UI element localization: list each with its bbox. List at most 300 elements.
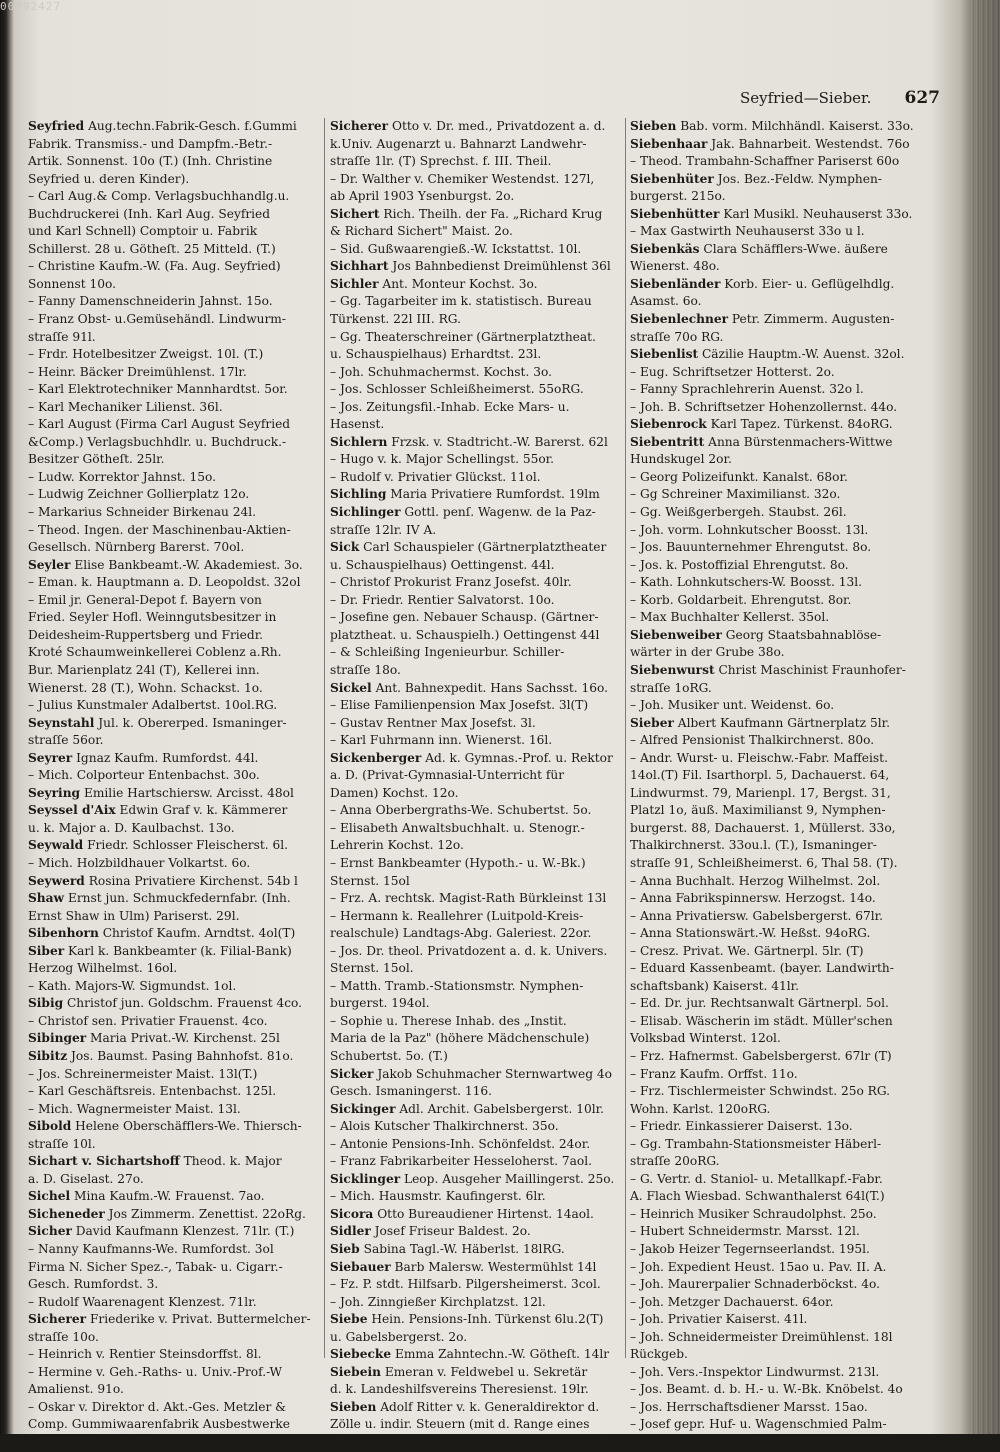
entry-text: Karl k. Bankbeamter (k. Filial-Bank) [68, 943, 292, 958]
entry-text: Jos. Baumst. Pasing Bahnhofst. 81o. [71, 1048, 294, 1063]
entry-text: – Jos. Bauunternehmer Ehrengutst. 8o. [630, 540, 872, 555]
entry-text: Gesch. Ismaningerst. 116. [330, 1084, 492, 1099]
directory-line [630, 680, 922, 698]
directory-line [630, 785, 922, 803]
directory-line [28, 1206, 320, 1224]
surname-heading: Sibenhorn [28, 926, 99, 941]
directory-line [330, 1381, 622, 1399]
entry-text: Wienerst. 28 (T.), Wohn. Schackst. 1o. [28, 680, 263, 695]
directory-line [630, 1311, 922, 1329]
entry-text: & Richard Sichert" Maist. 2o. [330, 224, 513, 239]
surname-heading: Sibitz [28, 1048, 68, 1063]
entry-text: k. Ministerialdirektors) Klenzest. 42l. [330, 1435, 562, 1450]
entry-text: – Eman. k. Hauptmann a. D. Leopoldst. 32ol [28, 575, 301, 590]
surname-heading: Siebenhütter [630, 206, 720, 221]
directory-line [630, 1171, 922, 1189]
surname-heading: Sichart v. Sichartshoff [28, 1154, 180, 1169]
directory-line [330, 960, 622, 978]
directory-line [330, 680, 622, 698]
entry-text: Petr. Zimmerm. Augusten- [731, 312, 895, 327]
entry-text: Frzsk. v. Stadtricht.-W. Barerst. 62l [391, 434, 608, 449]
entry-text: – Christof sen. Privatier Frauenst. 4co. [28, 1013, 268, 1028]
entry-text: Hundskugel 2or. [630, 452, 732, 467]
directory-line [330, 697, 622, 715]
entry-text: straſſe 70o RG. [630, 329, 724, 344]
column-rule-1 [324, 118, 325, 1358]
entry-text: – Dr. Walther v. Chemiker Westendst. 127l, [330, 171, 595, 186]
directory-line [330, 1434, 622, 1452]
directory-line [630, 1223, 922, 1241]
entry-text: u. k. Major a. D. Kaulbachst. 13o. [28, 820, 235, 835]
directory-line [28, 1416, 320, 1434]
entry-text: – Gg. Trambahn-Stationsmeister Häberl- [630, 1136, 882, 1151]
surname-heading: Sibold [28, 1119, 72, 1134]
entry-text: Josef Friseur Baldest. 2o. [374, 1224, 531, 1239]
directory-line [630, 1329, 922, 1347]
entry-text: ab April 1903 Ysenburgst. 2o. [330, 189, 515, 204]
entry-text: Wohn. Karlst. 120oRG. [630, 1101, 771, 1116]
directory-line [28, 206, 320, 224]
directory-line [28, 1329, 320, 1347]
entry-text: Emeran v. Feldwebel u. Sekretär [384, 1364, 588, 1379]
directory-line [330, 539, 622, 557]
directory-line [330, 943, 622, 961]
directory-line [630, 557, 922, 575]
entry-text: realschule) Landtags-Abg. Galeriest. 22or. [330, 926, 592, 941]
directory-line [28, 1188, 320, 1206]
directory-line [630, 136, 922, 154]
directory-line [630, 241, 922, 259]
entry-text: – Ed. Dr. jur. Rechtsanwalt Gärtnerpl. 5ol. [630, 996, 889, 1011]
directory-line [28, 1118, 320, 1136]
entry-text: Hasenst. [330, 417, 385, 432]
directory-line [330, 1276, 622, 1294]
entry-text: – Georg Polizeifunkt. Kanalst. 68or. [630, 469, 848, 484]
directory-line [630, 311, 922, 329]
entry-text: – Jos. Schlosser Schleißheimerst. 55oRG. [330, 382, 584, 397]
directory-line [330, 978, 622, 996]
directory-line [330, 293, 622, 311]
entry-text: Maria Privat.-W. Kirchenst. 25l [90, 1031, 280, 1046]
directory-line [630, 908, 922, 926]
directory-line [630, 574, 922, 592]
directory-line [630, 293, 922, 311]
entry-text: – Joh. Zinngießer Kirchplatzst. 12l. [330, 1294, 546, 1309]
entry-text: Jos Zimmerm. Zenettist. 22oRg. [108, 1206, 306, 1221]
entry-text: Friederike v. Privat. Buttermelcher- [89, 1312, 311, 1327]
directory-line [28, 346, 320, 364]
entry-text: – Fanny Damenschneiderin Jahnst. 15o. [28, 294, 273, 309]
directory-line [630, 715, 922, 733]
entry-text: Sonnenst 10o. [28, 276, 116, 291]
entry-text: Aug.techn.Fabrik-Gesch. f.Gummi [88, 119, 297, 133]
entry-text: Barb Malersw. Westermühlst 14l [394, 1259, 597, 1274]
entry-text: Albert Kaufmann Gärtnerplatz 5lr. [677, 715, 890, 730]
directory-line [28, 1241, 320, 1259]
directory-line [630, 978, 922, 996]
entry-text: Georg Staatsbahnablöse- [725, 627, 882, 642]
directory-line [330, 1030, 622, 1048]
entry-text: Jos Bahnbedienst Dreimühlenst 36l [392, 259, 611, 274]
entry-text: – Christof Prokurist Franz Josefst. 40lr. [330, 575, 572, 590]
surname-heading: Siebauer [330, 1259, 391, 1274]
entry-text: – Sid. Gußwaarengieß.-W. Ickstattst. 10l. [330, 241, 582, 256]
entry-text: – Kath. Majors-W. Sigmundst. 1ol. [28, 978, 237, 993]
directory-line [330, 1153, 622, 1171]
entry-text: – Karl Mechaniker Lilienst. 36l. [28, 399, 223, 414]
entry-text: Ernst Shaw in Ulm) Pariserst. 29l. [28, 908, 240, 923]
directory-line [330, 837, 622, 855]
entry-text: – Rudolf v. Privatier Glückst. 11ol. [330, 469, 541, 484]
entry-text: Leop. Ausgeher Maillingerst. 25o. [404, 1171, 615, 1186]
entry-text: – Jos. Dr. theol. Privatdozent a. d. k. Univers. [330, 943, 608, 958]
entry-text: – Ernst Bankbeamter (Hypoth.- u. W.-Bk.) [330, 855, 586, 870]
directory-line [330, 1311, 622, 1329]
directory-line [28, 329, 320, 347]
directory-line [630, 1399, 922, 1417]
entry-text: Ignaz Kaufm. Rumfordst. 44l. [76, 750, 259, 765]
entry-text: Christ Maschinist Fraunhofer- [718, 662, 906, 677]
entry-text: – Eug. Schriftsetzer Hotterst. 2o. [630, 364, 835, 379]
entry-text: Jak. Bahnarbeit. Westendst. 76o [711, 136, 910, 151]
directory-line [630, 644, 922, 662]
directory-line [28, 802, 320, 820]
entry-text: Amalienst. 91o. [28, 1382, 124, 1397]
directory-line [630, 1136, 922, 1154]
directory-line [630, 1346, 922, 1364]
entry-text: – Joh. Schuhmachermst. Kochst. 3o. [330, 364, 552, 379]
directory-line [630, 276, 922, 294]
surname-heading: Seywald [28, 838, 84, 853]
directory-line [630, 416, 922, 434]
entry-text: – Anna Stationswärt.-W. Heßst. 94oRG. [630, 926, 871, 941]
entry-text: Friedr. Schlosser Fleischerst. 6l. [87, 838, 289, 853]
directory-line [28, 416, 320, 434]
directory-line [28, 188, 320, 206]
directory-line [28, 1066, 320, 1084]
entry-text: Zölle u. indir. Steuern (mit d. Range eines [330, 1417, 590, 1432]
entry-text: – Friedr. Einkassierer Daiserst. 13o. [630, 1119, 853, 1134]
surname-heading: Sieb [330, 1242, 360, 1256]
directory-line [630, 609, 922, 627]
entry-text: – Hermann k. Reallehrer (Luitpold-Kreis- [330, 908, 584, 923]
directory-line [28, 943, 320, 961]
entry-text: Korb. Eier- u. Geflügelhdlg. [724, 276, 895, 291]
directory-line [28, 276, 320, 294]
entry-text: – Cresz. Privat. We. Gärtnerpl. 5lr. (T) [630, 943, 864, 958]
surname-heading: Sicklinger [330, 1171, 401, 1186]
directory-line [28, 539, 320, 557]
directory-line [28, 486, 320, 504]
surname-heading: Siebein [330, 1364, 381, 1379]
entry-text: Jos. Bez.-Feldw. Nymphen- [717, 171, 882, 186]
directory-line [28, 1101, 320, 1119]
directory-line [330, 574, 622, 592]
entry-text: – Matth. Tramb.-Stationsmstr. Nymphen- [330, 978, 584, 993]
directory-line [330, 890, 622, 908]
surname-heading: Sickenberger [330, 750, 422, 765]
entry-text: Carl Schauspieler (Gärtnerplatztheater [363, 540, 607, 555]
directory-line [28, 1294, 320, 1312]
entry-text: – Theod. Ingen. der Maschinenbau-Aktien- [28, 522, 291, 537]
entry-text: Westendst. 127o l. [28, 1435, 142, 1450]
directory-line [330, 592, 622, 610]
entry-text: – Elisabeth Anwaltsbuchhalt. u. Stenogr.- [330, 820, 585, 835]
directory-line [28, 1223, 320, 1241]
entry-text: – Carl Aug.& Comp. Verlagsbuchhandlg.u. [28, 189, 290, 204]
directory-line [630, 206, 922, 224]
entry-text: – Anna Oberbergraths-We. Schubertst. 5o. [330, 803, 592, 818]
directory-line [28, 644, 320, 662]
directory-line [28, 890, 320, 908]
directory-line [630, 381, 922, 399]
directory-line [28, 662, 320, 680]
directory-line [330, 1329, 622, 1347]
surname-heading: Siebenhaar [630, 136, 708, 151]
directory-line [330, 346, 622, 364]
entry-text: – Gustav Rentner Max Josefst. 3l. [330, 715, 536, 730]
entry-text: – Karl August (Firma Carl August Seyfried [28, 417, 291, 432]
directory-line [630, 346, 922, 364]
directory-line [28, 995, 320, 1013]
entry-text: burgerst. 194ol. [330, 996, 430, 1011]
surname-heading: Siebenländer [630, 276, 721, 291]
entry-text: Platzl 1o, äuß. Maximilianst 9, Nymphen- [630, 803, 886, 818]
entry-text: – Jos. Schreinermeister Maist. 13l(T.) [28, 1066, 258, 1081]
directory-line [28, 574, 320, 592]
directory-line [28, 504, 320, 522]
entry-text: – Andr. Wurst- u. Fleischw.-Fabr. Maffeist. [630, 750, 888, 765]
entry-text: k.Univ. Augenarzt u. Bahnarzt Landwehr- [330, 136, 587, 151]
directory-line [330, 767, 622, 785]
directory-line [630, 943, 922, 961]
directory-line [28, 873, 320, 891]
directory-line [28, 1364, 320, 1382]
entry-text: – Fz. P. stdt. Hilfsarb. Pilgersheimerst. 3col. [330, 1277, 601, 1292]
directory-line [630, 1434, 922, 1452]
directory-line [630, 1013, 922, 1031]
directory-line [28, 908, 320, 926]
entry-text: – Christine Kaufm.-W. (Fa. Aug. Seyfried) [28, 259, 281, 274]
entry-text: – Hermine v. Geh.-Raths- u. Univ.-Prof.-W [28, 1364, 283, 1379]
entry-text: – Joh. Privatier Kaiserst. 41l. [630, 1312, 808, 1327]
directory-line [330, 609, 622, 627]
entry-text: Schubertst. 5o. (T.) [330, 1048, 448, 1063]
entry-text: – Theod. Trambahn-Schaffner Pariserst 60o [630, 154, 900, 169]
directory-line [330, 1206, 622, 1224]
entry-text: und Karl Schnell) Comptoir u. Fabrik [28, 224, 258, 239]
directory-line [330, 1346, 622, 1364]
entry-text: Fabrik. Transmiss.- und Dampfm.-Betr.- [28, 136, 273, 151]
entry-text: – Franz Kaufm. Orffst. 11o. [630, 1066, 798, 1081]
directory-line [28, 960, 320, 978]
entry-text: – Joh. Expedient Heust. 15ao u. Pav. II. A. [630, 1259, 887, 1274]
directory-line [330, 1364, 622, 1382]
directory-line [330, 118, 622, 136]
directory-line [630, 995, 922, 1013]
entry-text: – Rudolf Waarenagent Klenzest. 71lr. [28, 1294, 257, 1309]
entry-text: u. Schauspielhaus) Oettingenst. 44l. [330, 557, 555, 572]
entry-text: – Nanny Kaufmanns-We. Rumfordst. 3ol [28, 1242, 274, 1256]
entry-text: – Frz. Tischlermeister Schwindst. 25o RG. [630, 1084, 891, 1099]
directory-line [28, 118, 320, 136]
directory-line [28, 136, 320, 154]
entry-text: – Elisab. Wäscherin im städt. Müller'schen [630, 1013, 893, 1028]
directory-line [630, 539, 922, 557]
entry-text: – Anna Fabrikspinnersw. Herzogst. 14o. [630, 891, 876, 906]
entry-text: Hein. Pensions-Inh. Türkenst 6lu.2(T) [371, 1312, 604, 1327]
entry-text: – Gg Schreiner Maximilianst. 32o. [630, 487, 841, 502]
surname-heading: Shaw [28, 891, 65, 906]
directory-line [630, 1153, 922, 1171]
entry-text: u. Schauspielhaus) Erhardtst. 23l. [330, 347, 542, 362]
entry-text: Rich. Theilh. der Fa. „Richard Krug [383, 206, 603, 221]
directory-line [28, 241, 320, 259]
entry-text: Otto Bureaudiener Hirtenst. 14aol. [377, 1206, 594, 1221]
entry-text: straſſe 1lr. (T) Sprechst. f. III. Theil. [330, 154, 552, 169]
directory-line [630, 1118, 922, 1136]
entry-text: – Jos. Zeitungsfil.-Inhab. Ecke Mars- u. [330, 399, 570, 414]
entry-text: Helene Oberschäfflers-We. Thiersch- [75, 1119, 302, 1134]
entry-text: Karl Musikl. Neuhauserst 33o. [723, 206, 913, 221]
entry-text: – Kath. Lohnkutschers-W. Boosst. 13l. [630, 575, 862, 590]
directory-line [28, 592, 320, 610]
directory-line [28, 399, 320, 417]
entry-text: – Jos. Herrschaftsdiener Marsst. 15ao. [630, 1399, 868, 1414]
directory-line [630, 873, 922, 891]
entry-text: Lehrerin Kochst. 12o. [330, 838, 464, 853]
entry-text: Gesch. Rumfordst. 3. [28, 1277, 159, 1292]
directory-line [630, 1241, 922, 1259]
entry-text: Thalkirchnerst. 33ou.l. (T.), Ismaninger- [630, 838, 877, 853]
entry-text: Elise Bankbeamt.-W. Akademiest. 3o. [74, 557, 303, 572]
directory-line [330, 136, 622, 154]
directory-line [630, 504, 922, 522]
entry-text: – Joh. vorm. Lohnkutscher Boosst. 13l. [630, 522, 869, 537]
entry-text: Mina Kaufm.-W. Frauenst. 7ao. [73, 1189, 265, 1204]
entry-text: Damen) Kochst. 12o. [330, 785, 459, 800]
entry-text: Bur. Marienplatz 24l (T), Kellerei inn. [28, 662, 260, 677]
entry-text: – Karl Geschäftsreis. Entenbachst. 125l. [28, 1084, 277, 1099]
directory-line [630, 732, 922, 750]
entry-text: David Kaufmann Klenzest. 71lr. (T.) [75, 1224, 295, 1239]
directory-line [28, 1030, 320, 1048]
directory-line [330, 188, 622, 206]
surname-heading: Sicora [330, 1206, 374, 1221]
entry-text: Besitzer Götheſt. 25lr. [28, 452, 165, 467]
directory-line [28, 837, 320, 855]
entry-text: – Heinr. Bäcker Dreimühlenst. 17lr. [28, 364, 247, 379]
entry-text: schaftsbank) Kaiserst. 41lr. [630, 978, 800, 993]
directory-line [330, 1118, 622, 1136]
column-1 [28, 118, 320, 1450]
directory-line [630, 1206, 922, 1224]
entry-text: Seyfried u. deren Kinder). [28, 171, 190, 186]
entry-text: Maria Privatiere Rumfordst. 19lm [390, 487, 600, 502]
directory-line [330, 1048, 622, 1066]
directory-line [330, 1294, 622, 1312]
directory-line [28, 153, 320, 171]
directory-line [630, 118, 922, 136]
directory-line [28, 1311, 320, 1329]
directory-line [330, 276, 622, 294]
directory-line [330, 557, 622, 575]
directory-line [28, 715, 320, 733]
directory-line [28, 609, 320, 627]
directory-line [330, 1171, 622, 1189]
directory-line [330, 627, 622, 645]
entry-text: Edwin Graf v. k. Kämmerer [119, 803, 288, 818]
directory-line [330, 434, 622, 452]
entry-text: straſſe 12lr. IV A. [330, 522, 437, 537]
surname-heading: Seywerd [28, 873, 85, 888]
directory-line [28, 469, 320, 487]
surname-heading: Siebenwurst [630, 662, 715, 677]
directory-line [330, 241, 622, 259]
entry-text: – Sophie u. Therese Inhab. des „Instit. [330, 1013, 567, 1028]
directory-line [28, 1171, 320, 1189]
directory-line [28, 451, 320, 469]
entry-text: Ant. Bahnexpedit. Hans Sachsst. 16o. [375, 680, 609, 695]
entry-text: – Antonie Pensions-Inh. Schönfeldst. 24or. [330, 1136, 591, 1151]
directory-line [28, 293, 320, 311]
entry-text: Ad. k. Gymnas.-Prof. u. Rektor [425, 750, 613, 765]
entry-text: straſſe 10o. [28, 1329, 99, 1344]
directory-line [630, 925, 922, 943]
entry-text: – Alfred Pensionist Thalkirchnerst. 80o. [630, 733, 875, 748]
entry-text: Theod. k. Major [183, 1154, 282, 1169]
entry-text: a. D. (Privat-Gymnasial-Unterricht für [330, 768, 565, 783]
entry-text: Maria de la Paz" (höhere Mädchenschule) [330, 1031, 590, 1046]
surname-heading: Seyler [28, 557, 71, 572]
directory-line [28, 522, 320, 540]
directory-line [630, 855, 922, 873]
surname-heading: Sick [330, 540, 360, 555]
entry-text: Christof jun. Goldschm. Frauenst 4co. [66, 996, 303, 1011]
entry-text: Cäzilie Hauptm.-W. Auenst. 32ol. [701, 347, 905, 362]
entry-text: Schillerst. 28 u. Götheſt. 25 Mitteld. (T.) [28, 241, 276, 256]
entry-text: 14ol.(T) Fil. Isarthorpl. 5, Dachauerst. 64, [630, 768, 890, 783]
directory-line [330, 416, 622, 434]
entry-text: – Gg. Weißgerbergeh. Staubst. 26l. [630, 505, 847, 520]
directory-line [630, 258, 922, 276]
surname-heading: Sichlern [330, 434, 388, 449]
entry-text: Jakob Schuhmacher Sternwartweg 4o [377, 1066, 613, 1081]
entry-text: – Karl Elektrotechniker Mannhardtst. 5or. [28, 382, 288, 397]
entry-text: d. k. Landeshilfsvereins Theresienst. 19lr. [330, 1382, 589, 1397]
entry-text: u. Gabelsbergerst. 2o. [330, 1329, 468, 1344]
entry-text: – Heinrich v. Rentier Steinsdorffst. 8l. [28, 1347, 262, 1362]
entry-text: Lindwurmst. 79, Marienpl. 17, Bergst. 31, [630, 785, 891, 800]
entry-text: – Karl Fuhrmann inn. Wienerst. 16l. [330, 733, 553, 748]
directory-line [28, 1048, 320, 1066]
entry-text: – Gg. Theaterschreiner (Gärtnerplatztheat. [330, 329, 596, 344]
directory-line [630, 1083, 922, 1101]
directory-line [630, 1294, 922, 1312]
directory-line [630, 399, 922, 417]
surname-heading: Sichel [28, 1189, 71, 1204]
directory-line [28, 1136, 320, 1154]
directory-line [630, 662, 922, 680]
page-header [740, 88, 940, 108]
directory-line [330, 855, 622, 873]
surname-heading: Seynstahl [28, 715, 95, 730]
directory-line [330, 1259, 622, 1277]
entry-text: – G. Vertr. d. Staniol- u. Metallkapf.-Fabr. [630, 1171, 883, 1186]
directory-line [630, 592, 922, 610]
surname-heading: Sidler [330, 1224, 371, 1239]
directory-line [330, 311, 622, 329]
